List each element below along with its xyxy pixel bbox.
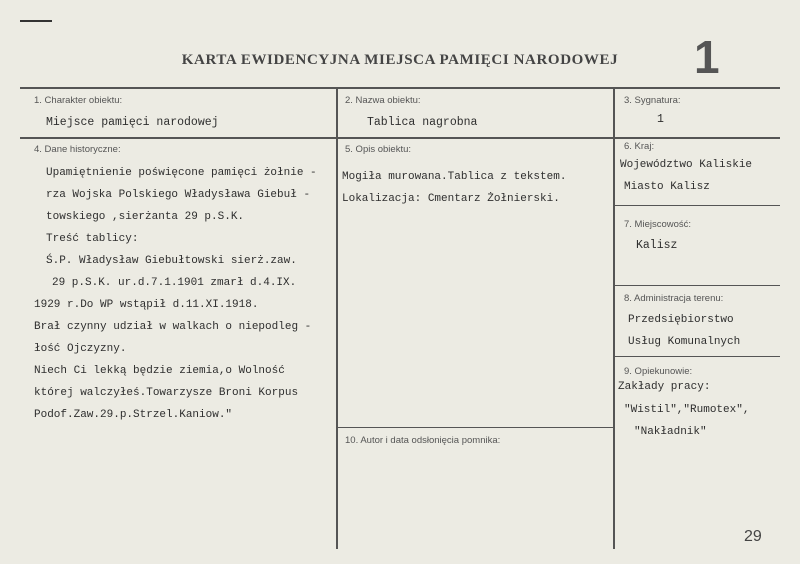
dane-line: Upamiętnienie poświęcone pamięci żołnie - [46, 167, 317, 179]
dane-line: towskiego ,sierżanta 29 p.S.K. [46, 211, 245, 223]
kraj-line: Województwo Kaliskie [620, 159, 753, 171]
dane-line: łość Ojczyzny. [34, 343, 127, 355]
opis-line: Lokalizacja: Cmentarz Żołnierski. [342, 193, 560, 205]
dane-line: Ś.P. Władysław Giebułtowski sierż.zaw. [46, 255, 297, 267]
autor-label: 10. Autor i data odsłonięcia pomnika: [345, 435, 501, 446]
dane-line: 29 p.S.K. ur.d.7.1.1901 zmarł d.4.IX. [52, 277, 297, 289]
dane-line: której walczyłeś.Towarzysze Broni Korpus [34, 387, 299, 399]
grid-line-miejscowosc-bottom [614, 285, 780, 286]
opiekunowie-line: "Wistil","Rumotex", [624, 404, 750, 416]
administracja-line: Usług Komunalnych [628, 336, 741, 348]
charakter-label: 1. Charakter obiektu: [34, 95, 123, 106]
card-title: KARTA EWIDENCYJNA MIEJSCA PAMIĘCI NARODOWEJ [181, 52, 619, 68]
dane-line: rza Wojska Polskiego Władysława Giebuł - [46, 189, 311, 201]
card-number: 1 [694, 31, 720, 83]
opis-label: 5. Opis obiektu: [345, 144, 412, 155]
dane-line: Treść tablicy: [46, 233, 139, 245]
sygnatura-label: 3. Sygnatura: [624, 95, 681, 106]
administracja-line: Przedsiębiorstwo [628, 314, 734, 326]
charakter-value: Miejsce pamięci narodowej [46, 116, 219, 129]
kraj-label: 6. Kraj: [624, 141, 655, 152]
opiekunowie-line: Zakłady pracy: [618, 381, 711, 393]
grid-line-row1 [20, 137, 780, 139]
dane-line: Brał czynny udział w walkach o niepodleg - [34, 321, 312, 333]
dane-line: 1929 r.Do WP wstąpił d.11.XI.1918. [34, 299, 259, 311]
opis-line: Mogiła murowana.Tablica z tekstem. [342, 171, 567, 183]
grid-line-administracja-bottom [614, 356, 780, 357]
grid-line-col1 [336, 87, 338, 549]
page-number: 29 [744, 528, 762, 545]
sygnatura-value: 1 [657, 113, 664, 126]
nazwa-value: Tablica nagrobna [367, 116, 478, 129]
miejscowosc-label: 7. Miejscowość: [624, 219, 692, 230]
grid-line-top [20, 87, 780, 89]
nazwa-label: 2. Nazwa obiektu: [345, 95, 421, 106]
opiekunowie-label: 9. Opiekunowie: [624, 366, 693, 377]
dane-label: 4. Dane historyczne: [34, 144, 121, 155]
dane-line: Niech Ci lekką będzie ziemia,o Wolność [34, 365, 285, 377]
dane-line: Podof.Zaw.29.p.Strzel.Kaniow." [34, 409, 233, 421]
corner-dash-mark [20, 20, 52, 22]
grid-line-col2 [613, 87, 615, 549]
opiekunowie-line: "Nakładnik" [634, 426, 707, 438]
miejscowosc-value: Kalisz [636, 239, 678, 252]
administracja-label: 8. Administracja terenu: [624, 293, 724, 304]
grid-line-autor-top [336, 427, 614, 428]
kraj-line: Miasto Kalisz [624, 181, 710, 193]
grid-line-kraj-bottom [614, 205, 780, 206]
